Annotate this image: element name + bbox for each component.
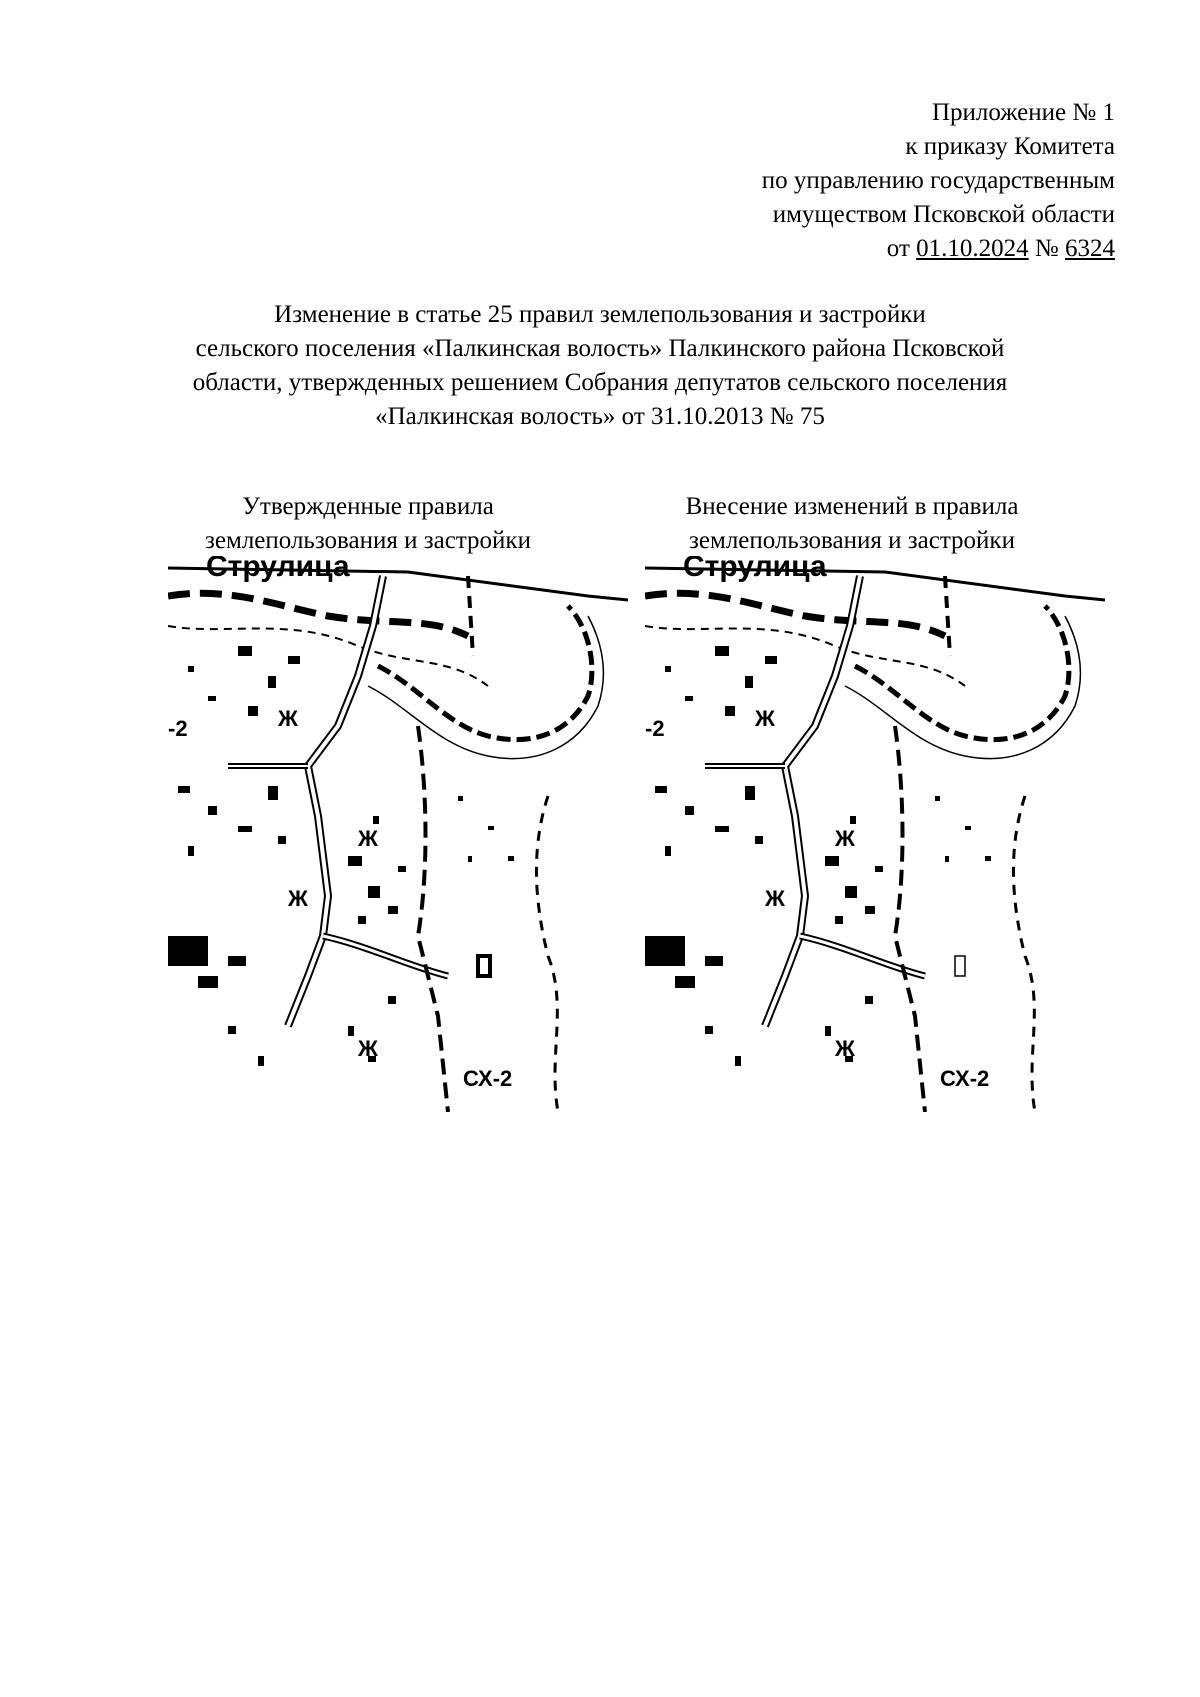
appendix-number: Приложение № 1	[931, 99, 1115, 126]
title-line-1: Изменение в статье 25 правил землепользования и застройки	[274, 301, 926, 328]
right-caption-line-1: Внесение изменений в правила	[685, 493, 1019, 520]
order-date: 01.10.2024	[916, 235, 1029, 262]
zone-label-zh-3: Ж	[765, 886, 785, 911]
village-label: Струлица	[206, 556, 350, 583]
zone-label-zh-4: Ж	[358, 1036, 378, 1061]
appendix-header	[762, 96, 1115, 266]
title-line-4: «Палкинская волость» от 31.10.2013 № 75	[375, 403, 825, 430]
approved-zoning-map	[168, 556, 628, 1112]
zone-label-zh-1: Ж	[755, 706, 775, 731]
marker-square-amended	[955, 956, 965, 976]
left-map-caption	[148, 490, 588, 558]
village-label: Струлица	[683, 556, 827, 583]
zone-label-zh-2: Ж	[358, 826, 378, 851]
right-caption-line-2: землепользования и застройки	[689, 527, 1015, 554]
number-sign: №	[1034, 235, 1059, 262]
order-number: 6324	[1065, 235, 1115, 262]
zone-label-agri: СХ-2	[463, 1066, 513, 1091]
zone-label-zh-3: Ж	[288, 886, 308, 911]
appendix-date-line	[762, 232, 1115, 266]
title-line-3: области, утвержденных решением Собрания депутатов сельского поселения	[192, 369, 1008, 396]
amended-zoning-map-svg	[645, 556, 1105, 1112]
appendix-region: имуществом Псковской области	[772, 201, 1115, 228]
document-title	[100, 298, 1100, 434]
zone-label-left: -2	[645, 716, 665, 741]
zone-label-left: -2	[168, 716, 188, 741]
left-caption-line-2: землепользования и застройки	[205, 527, 531, 554]
appendix-committee: по управлению государственным	[761, 167, 1115, 194]
appendix-order-ref: к приказу Комитета	[905, 133, 1115, 160]
right-map-caption	[632, 490, 1072, 558]
zone-label-agri: СХ-2	[940, 1066, 990, 1091]
title-line-2: сельского поселения «Палкинская волость» Палкинского района Псковской	[195, 335, 1005, 362]
main-road-inner	[288, 576, 383, 1026]
marker-square	[478, 956, 490, 976]
zone-label-zh-2: Ж	[835, 826, 855, 851]
left-caption-line-1: Утвержденные правила	[242, 493, 494, 520]
date-prefix: от	[886, 235, 910, 262]
zone-label-zh-1: Ж	[278, 706, 298, 731]
zone-label-zh-4: Ж	[835, 1036, 855, 1061]
amended-zoning-map	[645, 556, 1105, 1112]
zone-boundary-loop	[378, 606, 592, 740]
approved-zoning-map-svg	[168, 556, 628, 1112]
